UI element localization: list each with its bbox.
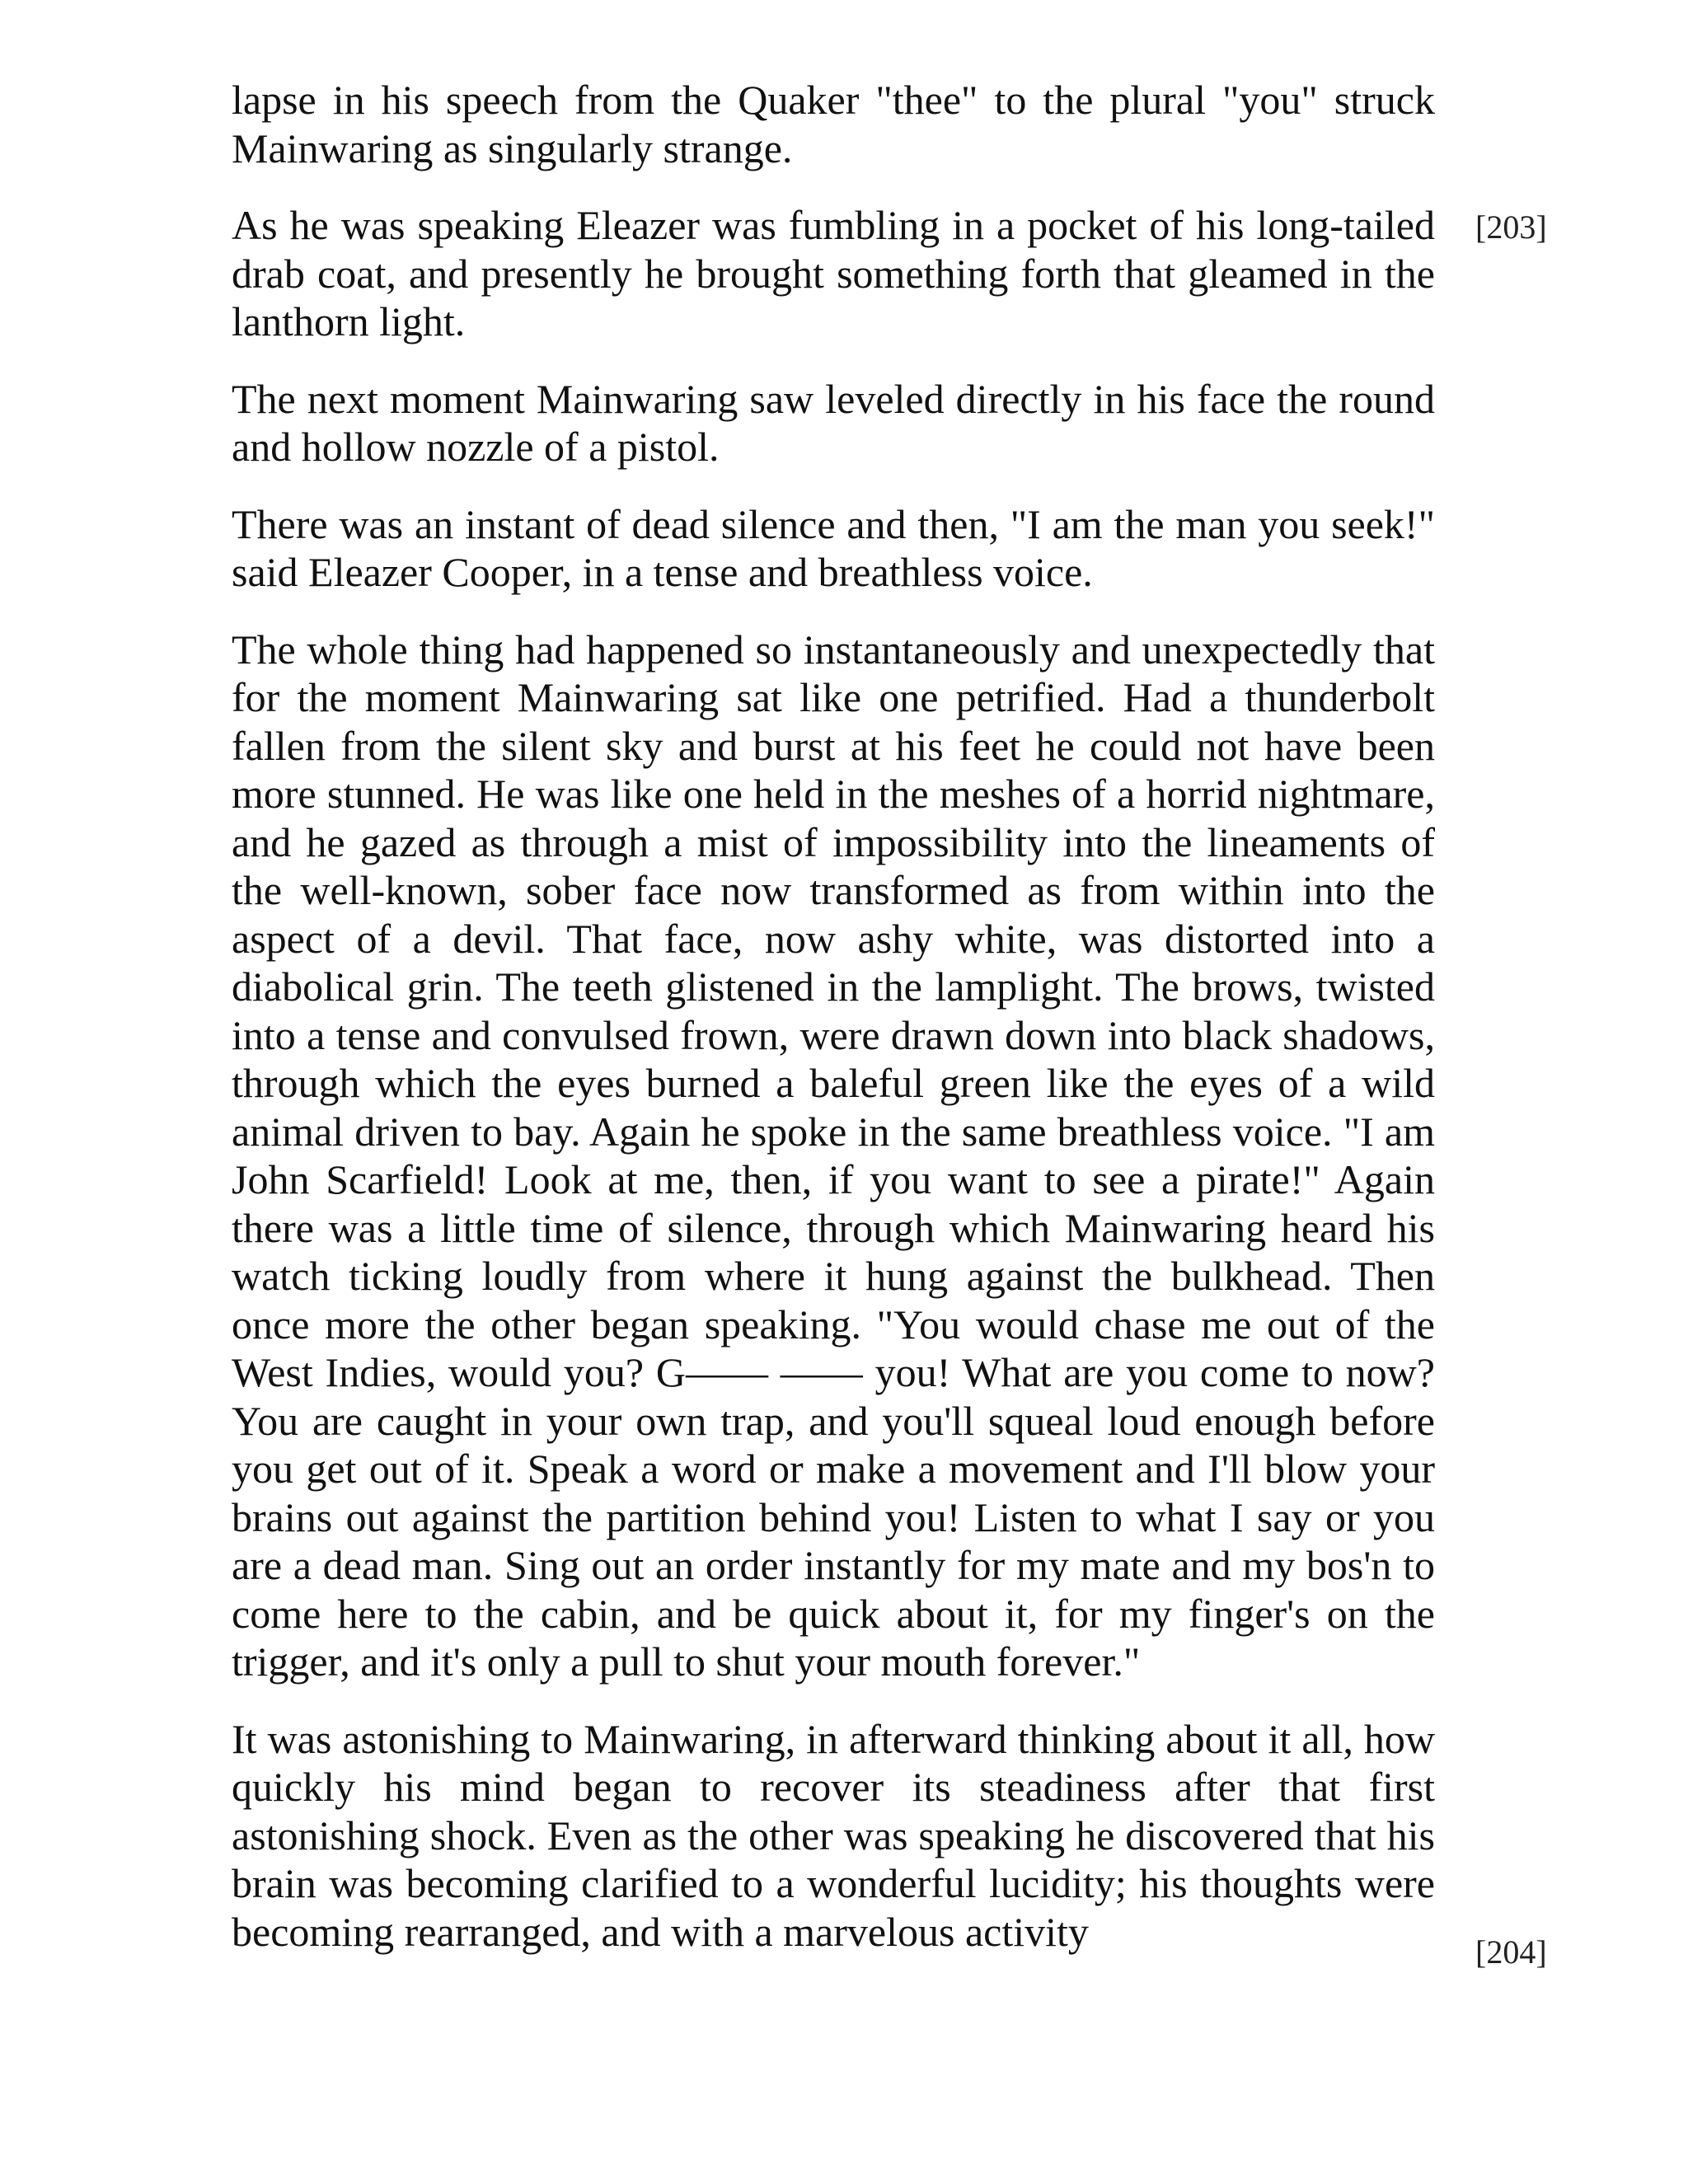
paragraph-1: lapse in his speech from the Quaker "thee" to the plural "you" struck Mainwaring as singularly strange. bbox=[232, 77, 1435, 171]
page-number-203: [203] bbox=[1475, 209, 1547, 246]
paragraph-3: The next moment Mainwaring saw leveled directly in his face the round and hollow nozzle of a pistol. bbox=[232, 375, 1435, 470]
paragraph-4: There was an instant of dead silence and then, "I am the man you seek!" said Eleazer Cooper, in a tense and breathless voice. bbox=[232, 500, 1435, 595]
text-column bbox=[232, 76, 1435, 1985]
page-number-204: [204] bbox=[1475, 1933, 1547, 1971]
paragraph-2: As he was speaking Eleazer was fumbling in a pocket of his long-tailed drab coat, and presently he brought something forth that gleamed in the lanthorn light. bbox=[232, 202, 1435, 344]
paragraph-6: It was astonishing to Mainwaring, in afterward thinking about it all, how quickly his mind began to recover its steadiness after that first astonishing shock. Even as the other was speaking he discovered that his brain was becoming clarified to a wonderful lucidity; his thoughts were becoming rearranged, and with a marvelous activity bbox=[232, 1715, 1435, 1955]
paragraph-5: The whole thing had happened so instantaneously and unexpectedly that for the moment Mainwaring sat like one petrified. Had a thunderbolt fallen from the silent sky and burst at his feet he could not have been more stunned. He was like one held in the meshes of a horrid nightmare, and he gazed as through a mist of impossibility into the lineaments of the well-known, sober face now transformed as from within into the aspect of a devil. That face, now ashy white, was distorted into a diabolical grin. The teeth glistened in the lamplight. The brows, twisted into a tense and convulsed frown, were drawn down into black shadows, through which the eyes burned a baleful green like the eyes of a wild animal driven to bay. Again he spoke in the same breathless voice. "I am John Scarfield! Look at me, then, if you want to see a pirate!" Again there was a little time of silence, through which Mainwaring heard his watch ticking loudly from where it hung against the bulkhead. Then once more the other began speaking. "You would chase me out of the West Indies, would you? G—— —— you! What are you come to now? You are caught in your own trap, and you'll squeal loud enough before you get out of it. Speak a word or make a movement and I'll blow your brains out against the partition behind you! Listen to what I say or you are a dead man. Sing out an order instantly for my mate and my bos'n to come here to the cabin, and be quick about it, for my finger's on the trigger, and it's only a pull to shut your mouth forever." bbox=[232, 626, 1435, 1685]
